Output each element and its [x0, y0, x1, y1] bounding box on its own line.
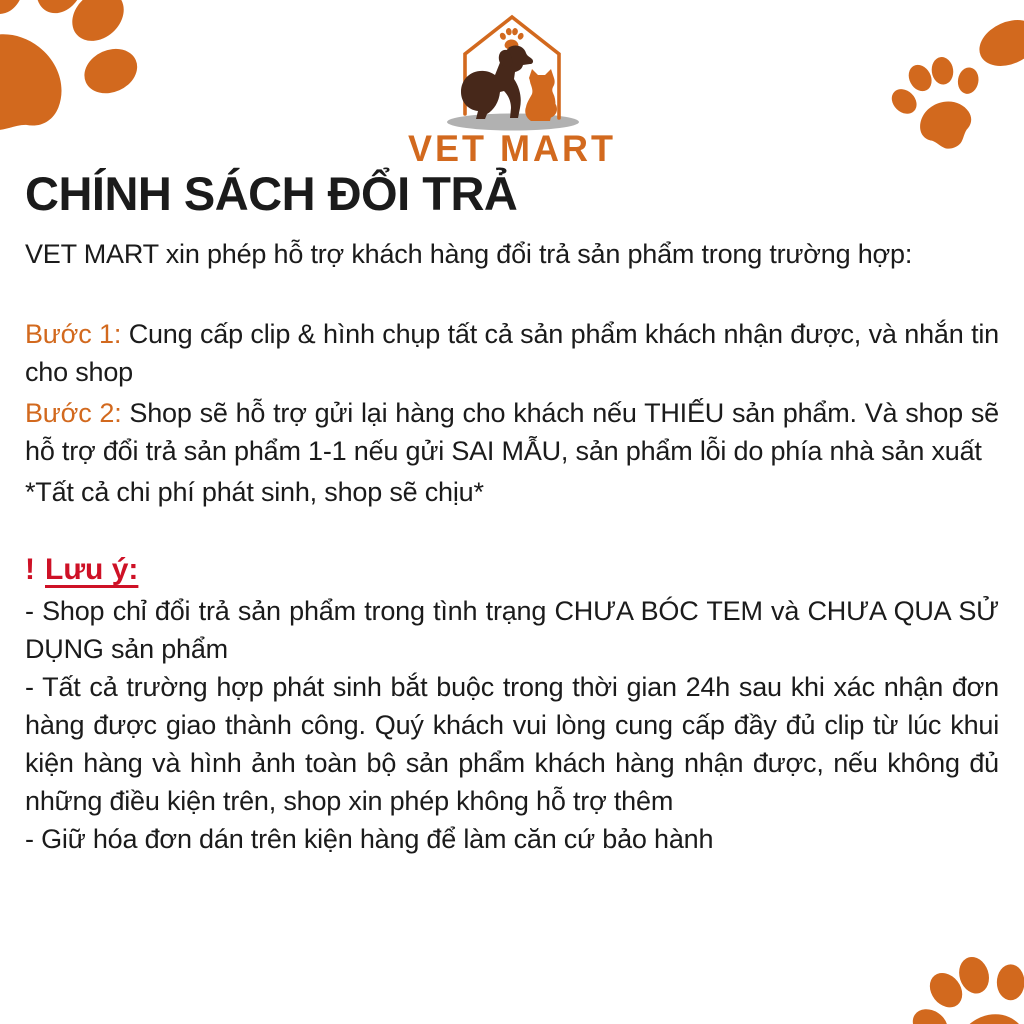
- page-title: CHÍNH SÁCH ĐỔI TRẢ: [25, 167, 518, 220]
- exclamation-icon: !: [25, 553, 35, 586]
- paw-print-bottom-right-icon: [884, 926, 1024, 1024]
- note-item-2: - Tất cả trường hợp phát sinh bắt buộc trong thời gian 24h sau khi xác nhận đơn hàng được giao thành công. Quý khách vui lòng cung cấp đầy đủ clip từ lúc khui kiện hàng và hình ảnh toàn bộ sản phẩm khách hàng nhận được, nếu không đủ những điều kiện trên, shop xin phép không hỗ trợ thêm: [25, 672, 999, 816]
- step-item-2: [25, 394, 999, 470]
- step-item-1: [25, 315, 999, 391]
- note-item-3: - Giữ hóa đơn dán trên kiện hàng để làm căn cứ bảo hành: [25, 824, 714, 854]
- step-1-text: Cung cấp clip & hình chụp tất cả sản phẩm khách nhận được, và nhắn tin cho shop: [25, 319, 999, 387]
- step-1-label: Bước 1:: [25, 319, 122, 349]
- note-item-1: - Shop chỉ đổi trả sản phẩm trong tình trạng CHƯA BÓC TEM và CHƯA QUA SỬ DỤNG sản phẩm: [25, 596, 999, 664]
- brand-name: VET MART: [408, 127, 616, 170]
- intro-text: VET MART xin phép hỗ trợ khách hàng đổi trả sản phẩm trong trường hợp:: [25, 239, 913, 269]
- notes-heading-label: Lưu ý:: [45, 553, 139, 586]
- fee-note: *Tất cả chi phí phát sinh, shop sẽ chịu*: [25, 477, 484, 507]
- step-2-text: Shop sẽ hỗ trợ gửi lại hàng cho khách nếu THIẾU sản phẩm. Và shop sẽ hỗ trợ đổi trả sản phẩm 1-1 nếu gửi SAI MẪU, sản phẩm lỗi do phía nhà sản xuất: [25, 398, 999, 466]
- notes-heading: [25, 548, 999, 592]
- step-2-label: Bước 2:: [25, 398, 122, 428]
